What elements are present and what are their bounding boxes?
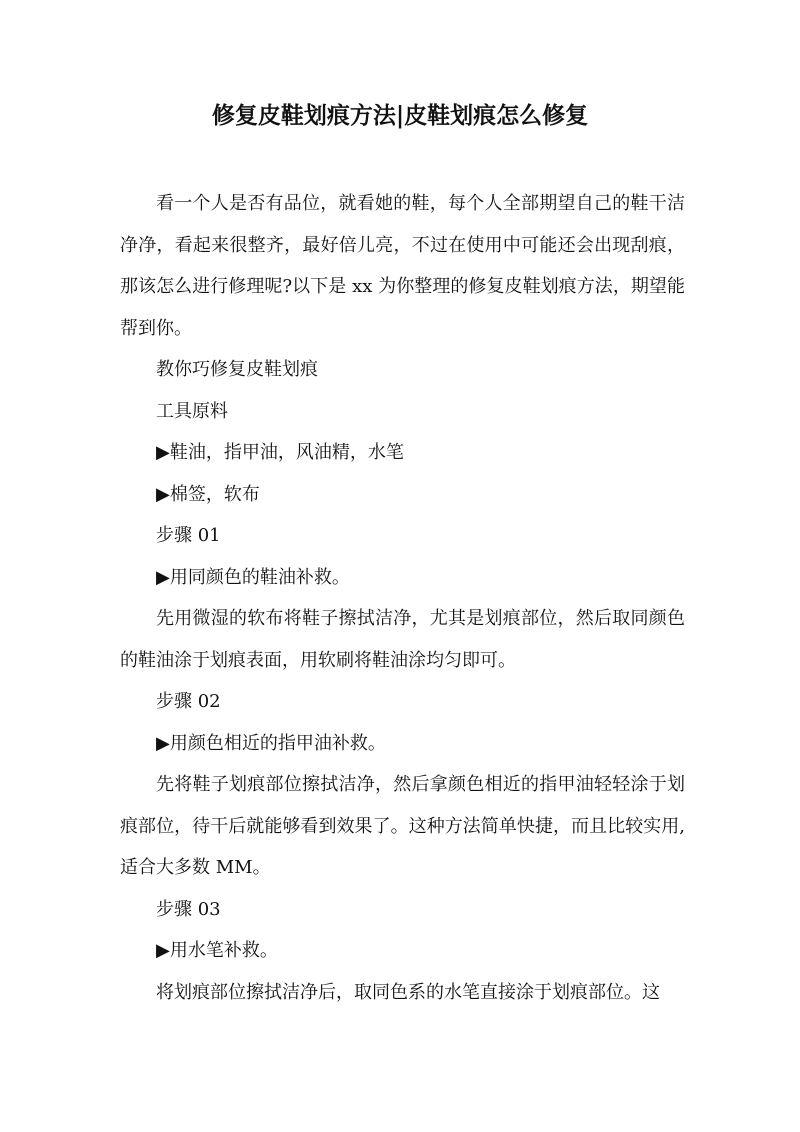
intro-paragraph: 看一个人是否有品位，就看她的鞋，每个人全部期望自己的鞋干洁净净，看起来很整齐，最好倍儿亮，不过在使用中可能还会出现刮痕，那该怎么进行修理呢?以下是 xx 为你整理的修复皮鞋划痕方法，期望能帮到你。 bbox=[120, 193, 685, 339]
tools-list-item: ▶棉签，软布 bbox=[156, 483, 260, 505]
step-heading: 步骤 01 bbox=[156, 525, 221, 546]
step-description: 先将鞋子划痕部位擦拭洁净，然后拿颜色相近的指甲油轻轻涂于划痕部位，待干后就能够看到效果了。这种方法简单快捷，而且比较实用,适合大多数 MM。 bbox=[120, 774, 685, 878]
document-title: 修复皮鞋划痕方法|皮鞋划痕怎么修复 bbox=[211, 102, 589, 129]
tools-heading: 工具原料 bbox=[156, 400, 228, 422]
step-description: 将划痕部位擦拭洁净后，取同色系的水笔直接涂于划痕部位。这 bbox=[156, 981, 660, 1003]
section-heading: 教你巧修复皮鞋划痕 bbox=[156, 359, 318, 380]
step-method: ▶用颜色相近的指甲油补救。 bbox=[156, 732, 386, 754]
step-method: ▶用水笔补救。 bbox=[156, 940, 278, 961]
step-heading: 步骤 02 bbox=[156, 691, 221, 712]
step-description: 先用微湿的软布将鞋子擦拭洁净，尤其是划痕部位，然后取同颜色的鞋油涂于划痕表面，用软刷将鞋油涂均匀即可。 bbox=[120, 608, 685, 671]
step-method: ▶用同颜色的鞋油补救。 bbox=[156, 566, 350, 588]
tools-list-item: ▶鞋油，指甲油，风油精，水笔 bbox=[156, 442, 404, 463]
document-body bbox=[120, 183, 685, 1013]
step-heading: 步骤 03 bbox=[156, 898, 221, 920]
